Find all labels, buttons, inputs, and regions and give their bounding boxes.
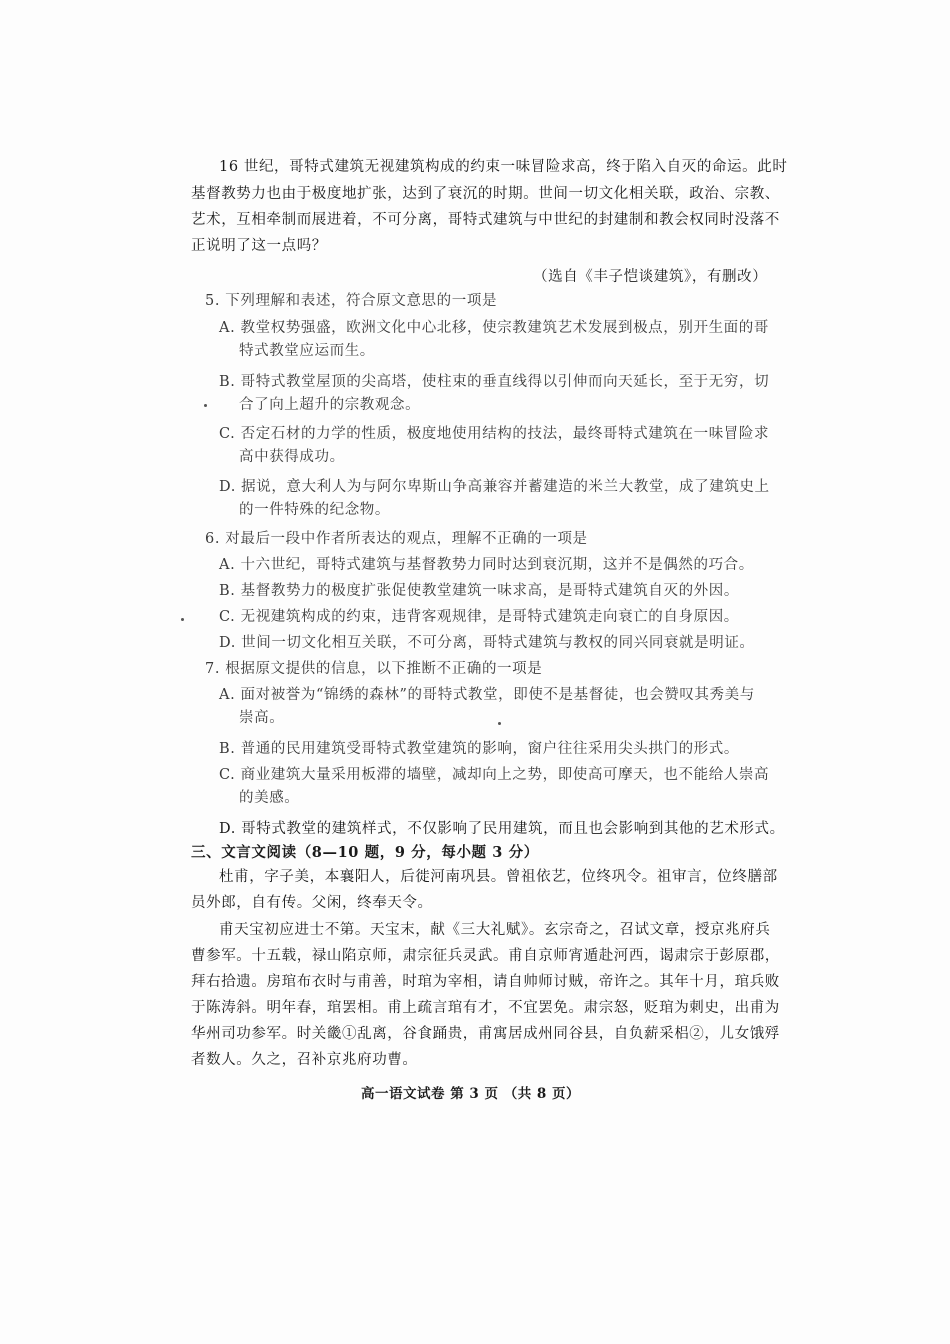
passage-line-4: 正说明了这一点吗？ [191, 238, 327, 254]
q5-option-a-line2: 特式教堂应运而生。 [239, 343, 375, 359]
q6-stem: 6. 对最后一段中作者所表达的观点，理解不正确的一项是 [205, 531, 588, 547]
q5-option-d-line1: D. 据说，意大利人为与阿尔卑斯山争高兼容并蓄建造的米兰大教堂，成了建筑史上 [219, 479, 770, 495]
q5-option-a-line1: A. 教堂权势强盛，欧洲文化中心北移，使宗教建筑艺术发展到极点，别开生面的哥 [219, 320, 769, 336]
passage-line-3: 艺术，互相牵制而展进着，不可分离，哥特式建筑与中世纪的封建制和教会权同时没落不 [191, 212, 780, 228]
q7-stem: 7. 根据原文提供的信息，以下推断不正确的一项是 [205, 661, 543, 677]
section3-p2-line1: 甫天宝初应进士不第。天宝末，献《三大礼赋》。玄宗奇之，召试文章，授京兆府兵 [219, 922, 771, 938]
section3-p2-line6: 者数人。久之，召补京兆府功曹。 [191, 1052, 418, 1068]
section3-p2-line3: 拜右拾遗。房琯布衣时与甫善，时琯为宰相，请自帅师讨贼，帝许之。其年十月，琯兵败 [191, 974, 780, 990]
scan-speck [204, 404, 207, 407]
passage-source: （选自《丰子恺谈建筑》，有删改） [533, 269, 768, 285]
q6-option-b: B. 基督教势力的极度扩张促使教堂建筑一味求高，是哥特式建筑自灭的外因。 [219, 583, 739, 599]
q7-option-a-line1: A. 面对被誉为“锦绣的森林”的哥特式教堂，即使不是基督徒，也会赞叹其秀美与 [219, 687, 755, 703]
q5-option-b-line1: B. 哥特式教堂屋顶的尖高塔，使柱束的垂直线得以引伸而向天延长，至于无穷，切 [219, 374, 770, 390]
q5-option-d-line2: 的一件特殊的纪念物。 [239, 502, 390, 518]
page-footer: 高一语文试卷 第 3 页 （共 8 页） [361, 1086, 580, 1102]
passage-line-2: 基督教势力也由于极度地扩张，达到了衰沉的时期。世间一切文化相关联，政治、宗教、 [191, 186, 780, 202]
q7-option-c-line1: C. 商业建筑大量采用板滞的墙壁，减却向上之势，即使高可摩天，也不能给人崇高 [219, 767, 770, 783]
scan-speck [181, 618, 184, 621]
scan-speck [498, 722, 501, 725]
q5-option-b-line2: 合了向上超升的宗教观念。 [239, 397, 421, 413]
q7-option-c-line2: 的美感。 [239, 790, 300, 806]
q5-stem: 5. 下列理解和表述，符合原文意思的一项是 [205, 293, 498, 309]
q7-option-d: D. 哥特式教堂的建筑样式，不仅影响了民用建筑，而且也会影响到其他的艺术形式。 [219, 821, 785, 837]
q6-option-a: A. 十六世纪，哥特式建筑与基督教势力同时达到衰沉期，这并不是偶然的巧合。 [219, 557, 754, 573]
q7-option-b: B. 普通的民用建筑受哥特式教堂建筑的影响，窗户往往采用尖头拱门的形式。 [219, 741, 739, 757]
q6-option-d: D. 世间一切文化相互关联，不可分离，哥特式建筑与教权的同兴同衰就是明证。 [219, 635, 755, 651]
section3-p2-line4: 于陈涛斜。明年春，琯罢相。甫上疏言琯有才，不宜罢免。肃宗怒，贬琯为刺史，出甫为 [191, 1000, 780, 1016]
section3-p1-line1: 杜甫，字子美，本襄阳人，后徙河南巩县。曾祖依艺，位终巩令。祖审言，位终膳部 [219, 869, 778, 885]
section3-p1-line2: 员外郎，自有传。父闲，终奉天令。 [191, 895, 433, 911]
q5-option-c-line2: 高中获得成功。 [239, 449, 345, 465]
q6-option-c: C. 无视建筑构成的约束，违背客观规律，是哥特式建筑走向衰亡的自身原因。 [219, 609, 739, 625]
section3-heading: 三、文言文阅读（8—10 题，9 分，每小题 3 分） [191, 844, 539, 861]
section3-p2-line5: 华州司功参军。时关畿①乱离，谷食踊贵，甫寓居成州同谷县，自负薪采梠②，儿女饿殍 [191, 1026, 780, 1042]
section3-p2-line2: 曹参军。十五载，禄山陷京师，肃宗征兵灵武。甫自京师宵遁赴河西，谒肃宗于彭原郡， [191, 948, 780, 964]
q5-option-c-line1: C. 否定石材的力学的性质，极度地使用结构的技法，最终哥特式建筑在一味冒险求 [219, 426, 770, 442]
q7-option-a-line2: 崇高。 [239, 710, 285, 726]
passage-line-1: 16 世纪，哥特式建筑无视建筑构成的约束一味冒险求高，终于陷入自灭的命运。此时 [219, 159, 788, 175]
